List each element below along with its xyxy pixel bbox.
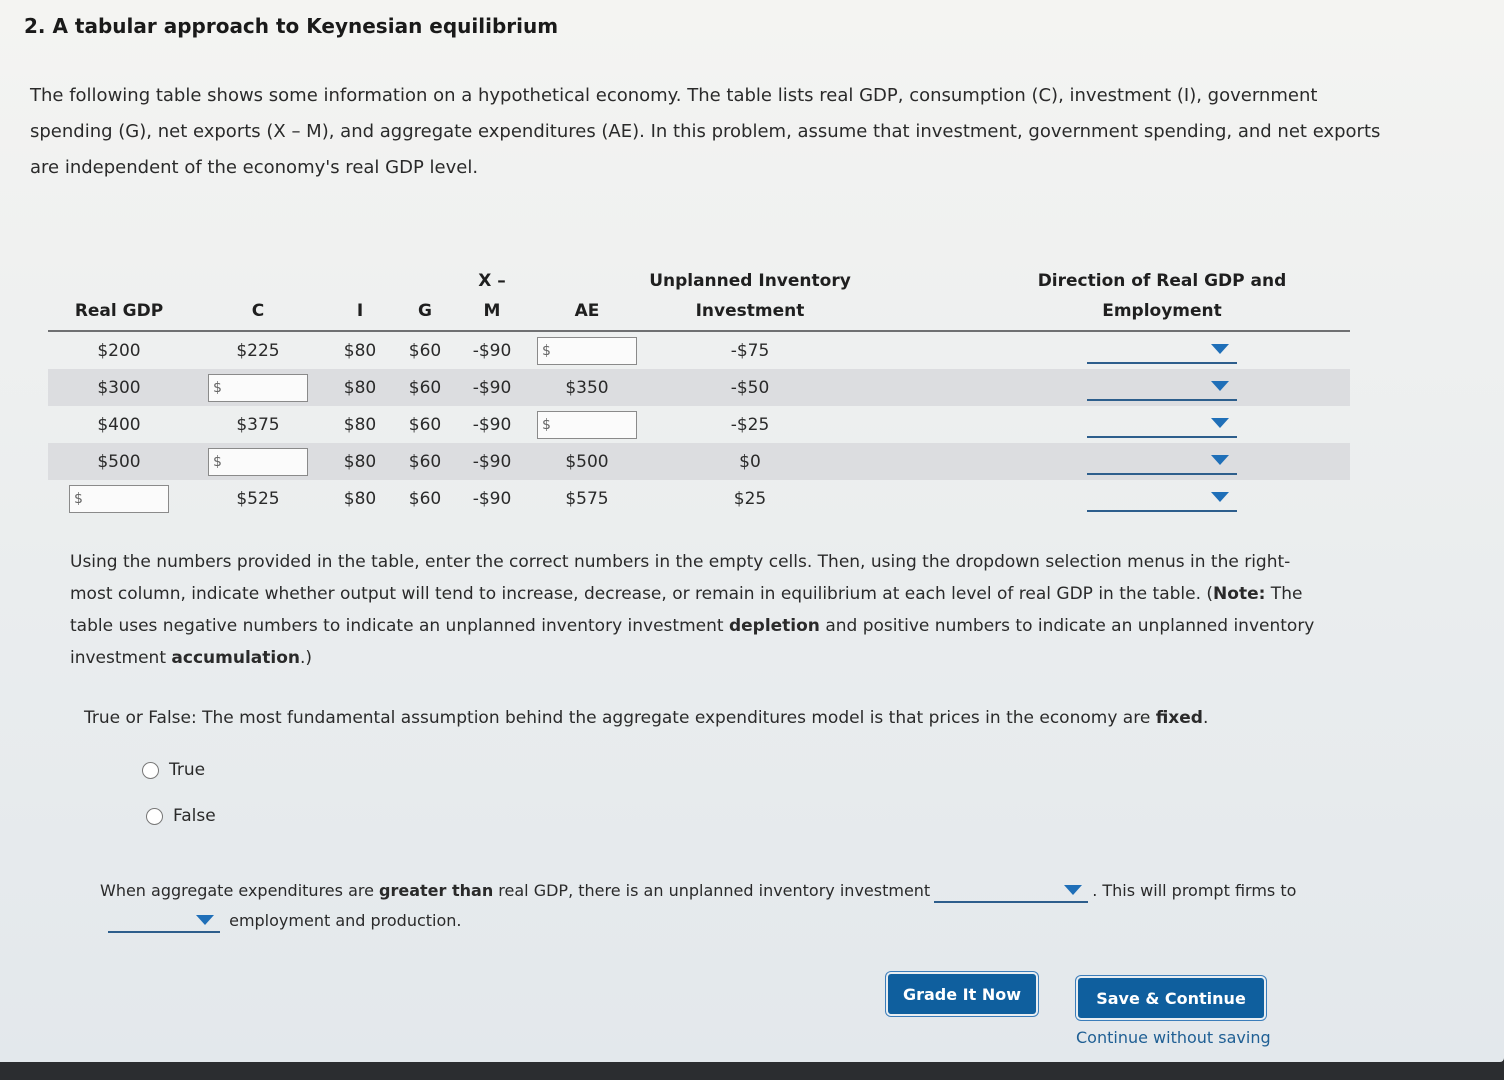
radio-false[interactable]: False	[146, 806, 216, 826]
header-unplanned-inventory: Unplanned Inventory Investment	[649, 271, 851, 321]
direction-dropdown-row5[interactable]	[1087, 486, 1237, 512]
dropdown-arrow-icon	[1211, 418, 1229, 428]
ae-field-row3[interactable]	[551, 416, 635, 434]
save-continue-button[interactable]: Save & Continue	[1078, 978, 1264, 1018]
firms-action-dropdown[interactable]	[108, 911, 220, 933]
table-header-row	[48, 262, 1350, 331]
gdp-field-row5[interactable]	[83, 490, 167, 508]
dropdown-arrow-icon	[1211, 455, 1229, 465]
true-false-question: True or False: The most fundamental assumption behind the aggregate expenditures model is that prices in the economy are fixed.	[84, 708, 1209, 728]
dropdown-arrow-icon	[1211, 344, 1229, 354]
direction-dropdown-row4[interactable]	[1087, 449, 1237, 475]
ae-field-row1[interactable]	[551, 342, 635, 360]
header-real-gdp: Real GDP	[74, 301, 164, 321]
direction-dropdown-row3[interactable]	[1087, 412, 1237, 438]
inventory-dropdown[interactable]	[934, 881, 1088, 903]
c-field-row4[interactable]	[222, 453, 306, 471]
header-investment: I	[356, 301, 364, 321]
dropdown-arrow-icon	[196, 915, 214, 925]
header-ae: AE	[574, 301, 600, 321]
radio-circle-icon[interactable]	[142, 762, 159, 779]
gdp-input-row5[interactable]: $	[69, 485, 169, 513]
table-row: $300 $ $80 $60 -$90 $350 -$50	[48, 369, 1350, 406]
question-title: 2. A tabular approach to Keynesian equilibrium	[24, 14, 559, 38]
direction-dropdown-row1[interactable]	[1087, 338, 1237, 364]
direction-dropdown-row2[interactable]	[1087, 375, 1237, 401]
header-government: G	[418, 301, 432, 321]
header-net-exports: X – M	[478, 271, 506, 321]
dropdown-arrow-icon	[1064, 885, 1082, 895]
dropdown-arrow-icon	[1211, 492, 1229, 502]
table-row: $ $525 $80 $60 -$90 $575 $25	[48, 480, 1350, 517]
table-row: $400 $375 $80 $60 -$90 $ -$25	[48, 406, 1350, 443]
intro-paragraph: The following table shows some information on a hypothetical economy. The table lists real GDP, consumption (C), investment (I), government spending (G), net exports (X – M), and aggregate expenditures (AE). In this problem, assume that investment, government spending, and net exports are independent of the economy's real GDP level.	[30, 85, 1381, 178]
fill-in-sentence: When aggregate expenditures are greater than real GDP, there is an unplanned inventory investment . This will prompt firms to employment and production.	[100, 876, 1310, 936]
economy-table	[48, 262, 1350, 517]
c-input-row4[interactable]: $	[208, 448, 308, 476]
instructions: Using the numbers provided in the table, enter the correct numbers in the empty cells. Then, using the dropdown selection menus in the right-most column, indicate whether output will tend to increase, decrease, or remain in equilibrium at each level of real GDP in the table. (Note: The table uses negative numbers to indicate an unplanned inventory investment depletion and positive numbers to indicate an unplanned inventory investment accumulation.)	[70, 552, 1315, 668]
table-row: $200 $225 $80 $60 -$90 $ -$75	[48, 331, 1350, 369]
dropdown-arrow-icon	[1211, 381, 1229, 391]
grade-it-now-button[interactable]: Grade It Now	[888, 974, 1036, 1014]
ae-input-row3[interactable]: $	[537, 411, 637, 439]
ae-input-row1[interactable]: $	[537, 337, 637, 365]
c-input-row2[interactable]: $	[208, 374, 308, 402]
header-direction: Direction of Real GDP and Employment	[1037, 271, 1287, 321]
table-row: $500 $ $80 $60 -$90 $500 $0	[48, 443, 1350, 480]
radio-circle-icon[interactable]	[146, 808, 163, 825]
c-field-row2[interactable]	[222, 379, 306, 397]
continue-without-saving-link[interactable]: Continue without saving	[1076, 1028, 1271, 1047]
radio-true[interactable]: True	[142, 760, 205, 780]
header-consumption: C	[251, 301, 265, 321]
